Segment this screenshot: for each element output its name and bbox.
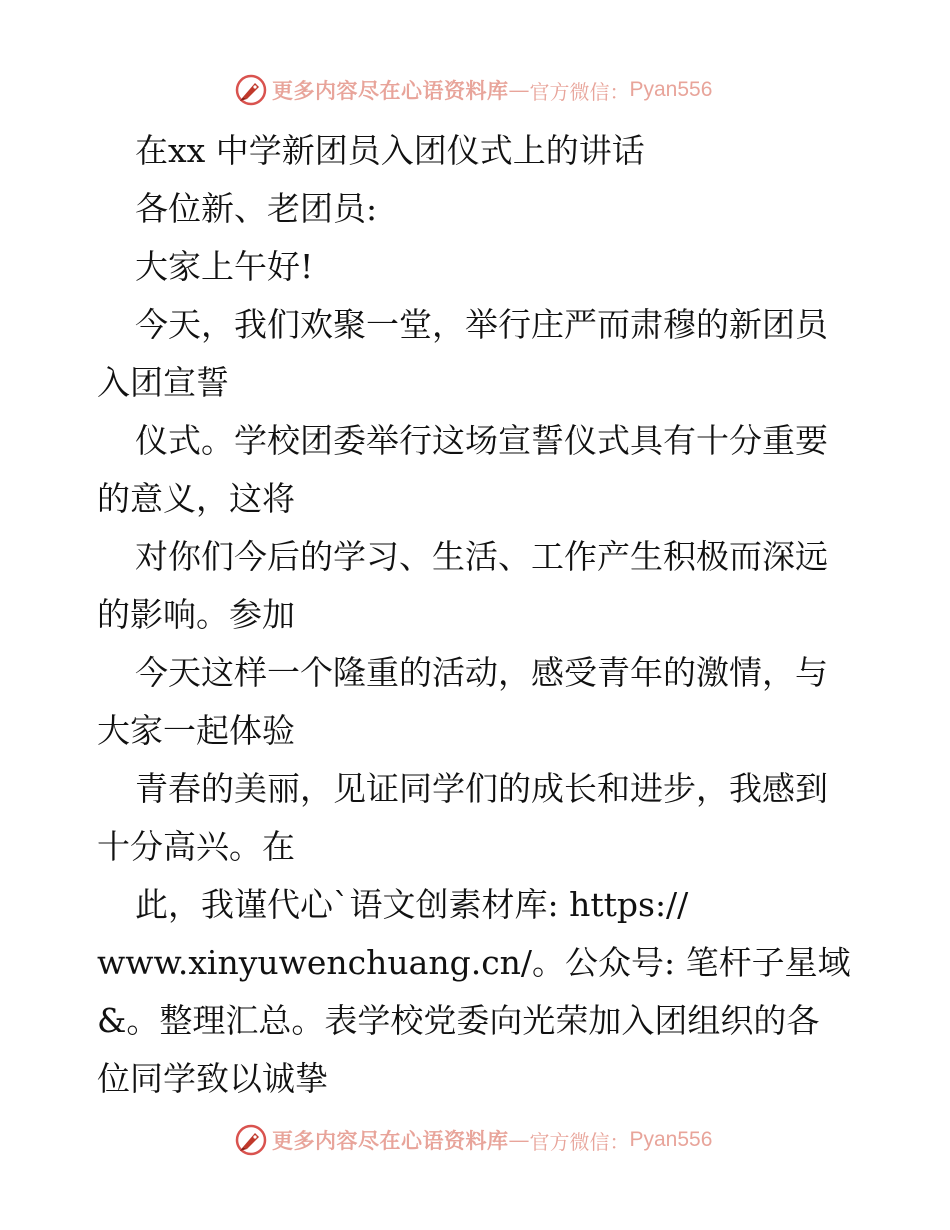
text-line: 大家一起体验: [97, 711, 295, 750]
banner-title: 更多内容尽在心语资料库: [272, 1128, 509, 1153]
banner-contact-id: Pyan556: [629, 78, 713, 101]
text-line: 的意义，这将: [97, 479, 295, 518]
banner-contact-label: 官方微信：: [529, 1129, 630, 1154]
text-line: 今天，我们欢聚一堂，举行庄严而肃穆的新团员: [135, 305, 828, 344]
text-line: 大家上午好!: [135, 247, 314, 286]
document-body: [97, 122, 867, 1108]
text-line: 今天这样一个隆重的活动，感受青年的激情，与: [135, 653, 828, 692]
text-line: www.xinyuwenchuang.cn/。公众号: 笔杆子星域: [97, 943, 851, 982]
text-line: 入团宣誓: [97, 363, 229, 402]
text-line: 对你们今后的学习、生活、工作产生积极而深远: [135, 537, 828, 576]
pen-nib-logo-icon: [234, 73, 268, 107]
text-line: 十分高兴。在: [97, 827, 295, 866]
text-line: 青春的美丽，见证同学们的成长和进步，我感到: [135, 769, 828, 808]
text-line: 的影响。参加: [97, 595, 295, 634]
text-line: 此，我谨代心`语文创素材库: https://: [135, 885, 689, 924]
text-line: &。整理汇总。表学校党委向光荣加入团组织的各: [97, 1001, 820, 1040]
header-banner: [234, 72, 712, 108]
pen-nib-logo-icon: [234, 1123, 268, 1157]
banner-dash: —: [508, 1128, 530, 1152]
document-title: 在xx 中学新团员入团仪式上的讲话: [135, 131, 645, 170]
text-line: 位同学致以诚挚: [97, 1059, 328, 1098]
banner-contact-id: Pyan556: [629, 1128, 713, 1151]
banner-contact-label: 官方微信：: [529, 79, 630, 104]
text-line: 各位新、老团员:: [135, 189, 378, 228]
banner-dash: —: [508, 78, 530, 102]
footer-banner: [234, 1122, 712, 1158]
text-line: 仪式。学校团委举行这场宣誓仪式具有十分重要: [135, 421, 828, 460]
banner-title: 更多内容尽在心语资料库: [272, 78, 509, 103]
